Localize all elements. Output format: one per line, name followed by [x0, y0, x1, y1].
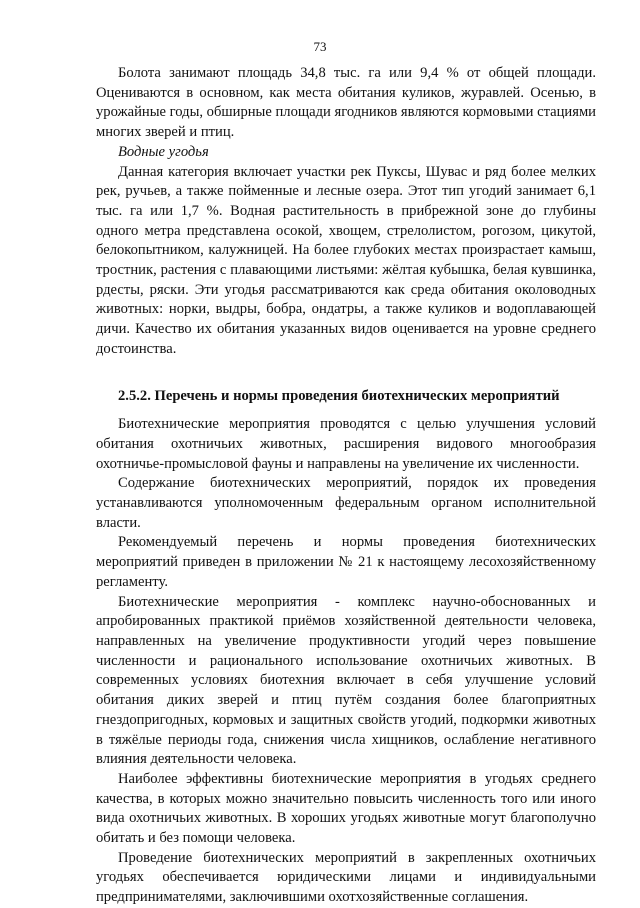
water-lands-paragraph: Данная категория включает участки рек Пуксы, Шувас и ряд более мелких рек, ручьев, а также пойменные и лесные озера. Этот тип угодий занимает 6,1 тыс. га или 1,7 %. Водная растительность в прибрежной зоне до глубины одного метра представлена осокой, хвощем, стрелолистом, рогозом, цикутой, белокопытником, калужницей. На более глубоких местах произрастает камыш, тростник, растения с плавающими листьями: жёлтая кубышка, белая кувшинка, рдесты, ряски. Эти угодья рассматриваются как среда обитания околоводных животных: норки, выдры, бобра, ондатры, а также куликов и водоплавающей дичи. Качество их обитания указанных видов оценивается на уровне среднего достоинства. — [96, 163, 596, 357]
section-paragraph-5: Наиболее эффективны биотехнические мероприятия в угодьях среднего качества, в которых можно значительно повысить численность того или иного вида охотничьих животных. В хороших угодьях животные могут благополучно обитать и без помощи человека. — [96, 770, 596, 847]
section-paragraph-4: Биотехнические мероприятия - комплекс научно-обоснованных и апробированных практикой приёмов хозяйственной деятельности человека, направленных на увеличение продуктивности угодий через повышение численности и рационального использование охотничьих животных. В современных условиях биотехния включает в себя улучшение условий обитания диких зверей и птиц путём создания более благоприятных гнездопригодных, кормовых и защитных свойств угодий, подкормки животных в тяжёлые периоды года, снижения числа хищников, ослабление негативного влияния деятельности человека. — [96, 593, 596, 768]
wetlands-paragraph: Болота занимают площадь 34,8 тыс. га или 9,4 % от общей площади. Оцениваются в основном, как места обитания куликов, журавлей. Осенью, в урожайные годы, обширные площади ягодников являются кормовыми стациями многих зверей и птиц. — [96, 65, 596, 141]
section-heading: 2.5.2. Перечень и нормы проведения биотехнических мероприятий — [118, 387, 560, 404]
water-lands-heading: Водные угодья — [118, 143, 209, 160]
body-text — [96, 64, 596, 908]
section-paragraph-2: Содержание биотехнических мероприятий, порядок их проведения устанавливаются уполномоченным федеральным органом исполнительной власти. — [96, 475, 596, 531]
section-paragraph-3: Рекомендуемый перечень и нормы проведения биотехнических мероприятий приведен в приложении № 21 к настоящему лесохозяйственному регламенту. — [96, 534, 596, 590]
page-number: 73 — [313, 39, 327, 54]
section-paragraph-1: Биотехнические мероприятия проводятся с целью улучшения условий обитания охотничьих животных, расширения видового многообразия охотничье-промысловой фауны и направлены на увеличение их численности. — [96, 416, 596, 472]
section-paragraph-6: Проведение биотехнических мероприятий в закрепленных охотничьих угодьях обеспечивается юридическими лицами и индивидуальными предпринимателями, заключившими охотхозяйственные соглашения. — [96, 849, 596, 906]
